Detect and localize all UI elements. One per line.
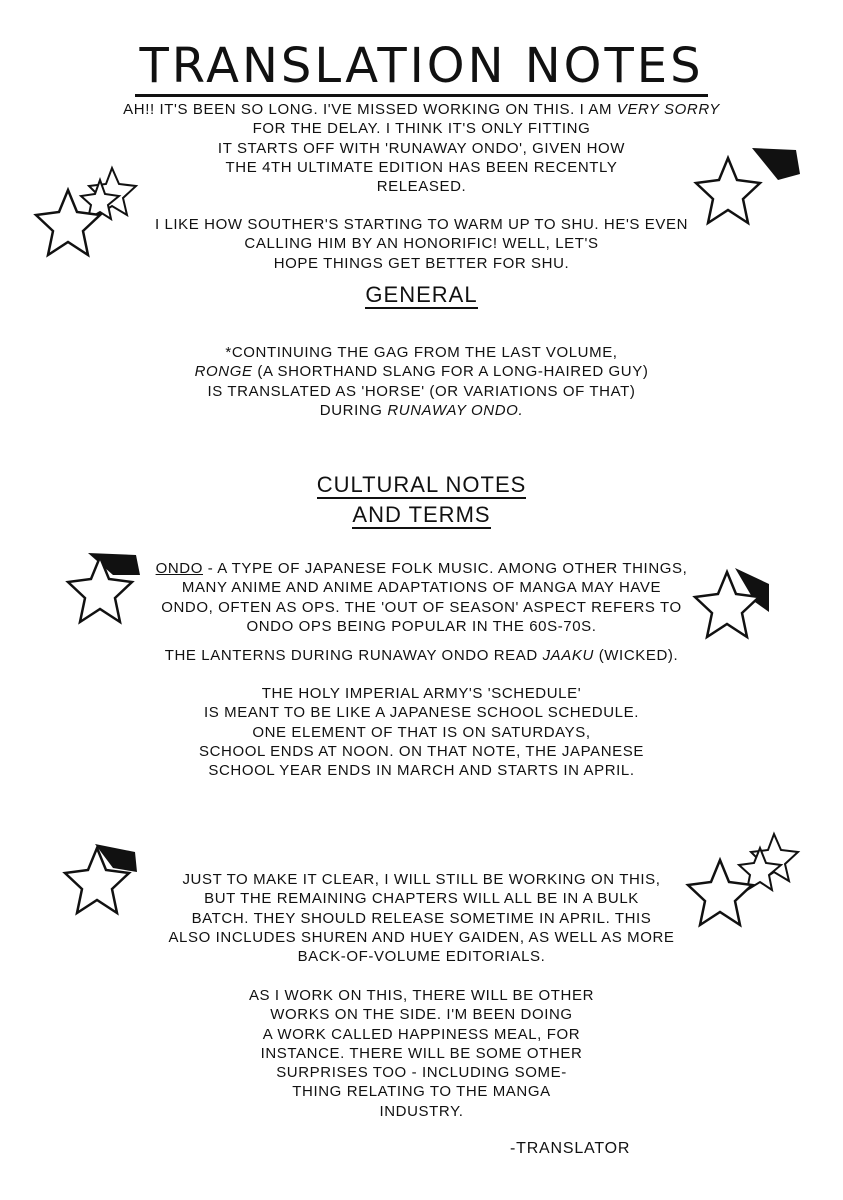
cultural-heading-line-2: AND TERMS [352,502,491,527]
star-icon [58,545,148,635]
closing-paragraph-1: JUST TO MAKE IT CLEAR, I WILL STILL BE WORKING ON THIS, BUT THE REMAINING CHAPTERS WILL ALL BE IN A BULK BATCH. THEY SHOULD RELEASE SOMETIME IN APRIL. THIS ALSO INCLUDES SHUREN AND HUEY GAIDEN, AS WELL AS MORE BACK-OF-VOLUME EDITORIALS. [168,871,675,966]
ondo-note: ONDO - A TYPE OF JAPANESE FOLK MUSIC. AMONG OTHER THINGS, MANY ANIME AND ANIME ADAPTATIONS OF MANGA MAY HAVE ONDO, OFTEN AS OPS. THE 'OUT OF SEASON' ASPECT REFERS TO ONDO OPS BEING POPULAR IN THE 60S-70S. [155,560,688,635]
signature: -TRANSLATOR [510,1140,631,1157]
star-icon [680,138,805,238]
star-icon [55,838,145,926]
intro-block: AH!! IT'S BEEN SO LONG. I'VE MISSED WORKING ON THIS. I AM VERY SORRY FOR THE DELAY. I THINK IT'S ONLY FITTING IT STARTS OFF WITH 'RUNAWAY ONDO', GIVEN HOW THE 4TH ULTIMATE EDITION HAS BEEN RECENTLY RELEASED. [123,101,720,196]
star-icon [685,562,775,650]
general-notes: *CONTINUING THE GAG FROM THE LAST VOLUME, RONGE (A SHORTHAND SLANG FOR A LONG-HAIRED GUY) IS TRANSLATED AS 'HORSE' (OR VARIATIONS OF THAT) DURING RUNAWAY ONDO. [194,344,649,419]
lanterns-note: THE LANTERNS DURING RUNAWAY ONDO READ JAAKU (WICKED). [164,647,679,664]
cultural-heading: CULTURAL NOTES [316,472,527,497]
general-heading: GENERAL [365,282,478,307]
intro-paragraph-2: I LIKE HOW SOUTHER'S STARTING TO WARM UP TO SHU. HE'S EVEN CALLING HIM BY AN HONORIFIC! WELL, LET'S HOPE THINGS GET BETTER FOR SHU. [154,216,689,272]
star-icon [20,160,145,265]
schedule-note: THE HOLY IMPERIAL ARMY'S 'SCHEDULE' IS MEANT TO BE LIKE A JAPANESE SCHOOL SCHEDULE. ONE ELEMENT OF THAT IS ON SATURDAYS, SCHOOL ENDS AT NOON. ON THAT NOTE, THE JAPANESE SCHOOL YEAR ENDS IN MARCH AND STARTS IN APRIL. [199,685,644,780]
page-title: TRANSLATION NOTES [0,38,843,94]
star-icon [672,828,802,938]
closing-paragraph-2: AS I WORK ON THIS, THERE WILL BE OTHER WORKS ON THE SIDE. I'M BEEN DOING A WORK CALLED HAPPINESS MEAL, FOR INSTANCE. THERE WILL BE SOME OTHER SURPRISES TOO - INCLUDING SOME- THING RELATING TO THE MANGA INDUSTRY. [248,987,595,1120]
